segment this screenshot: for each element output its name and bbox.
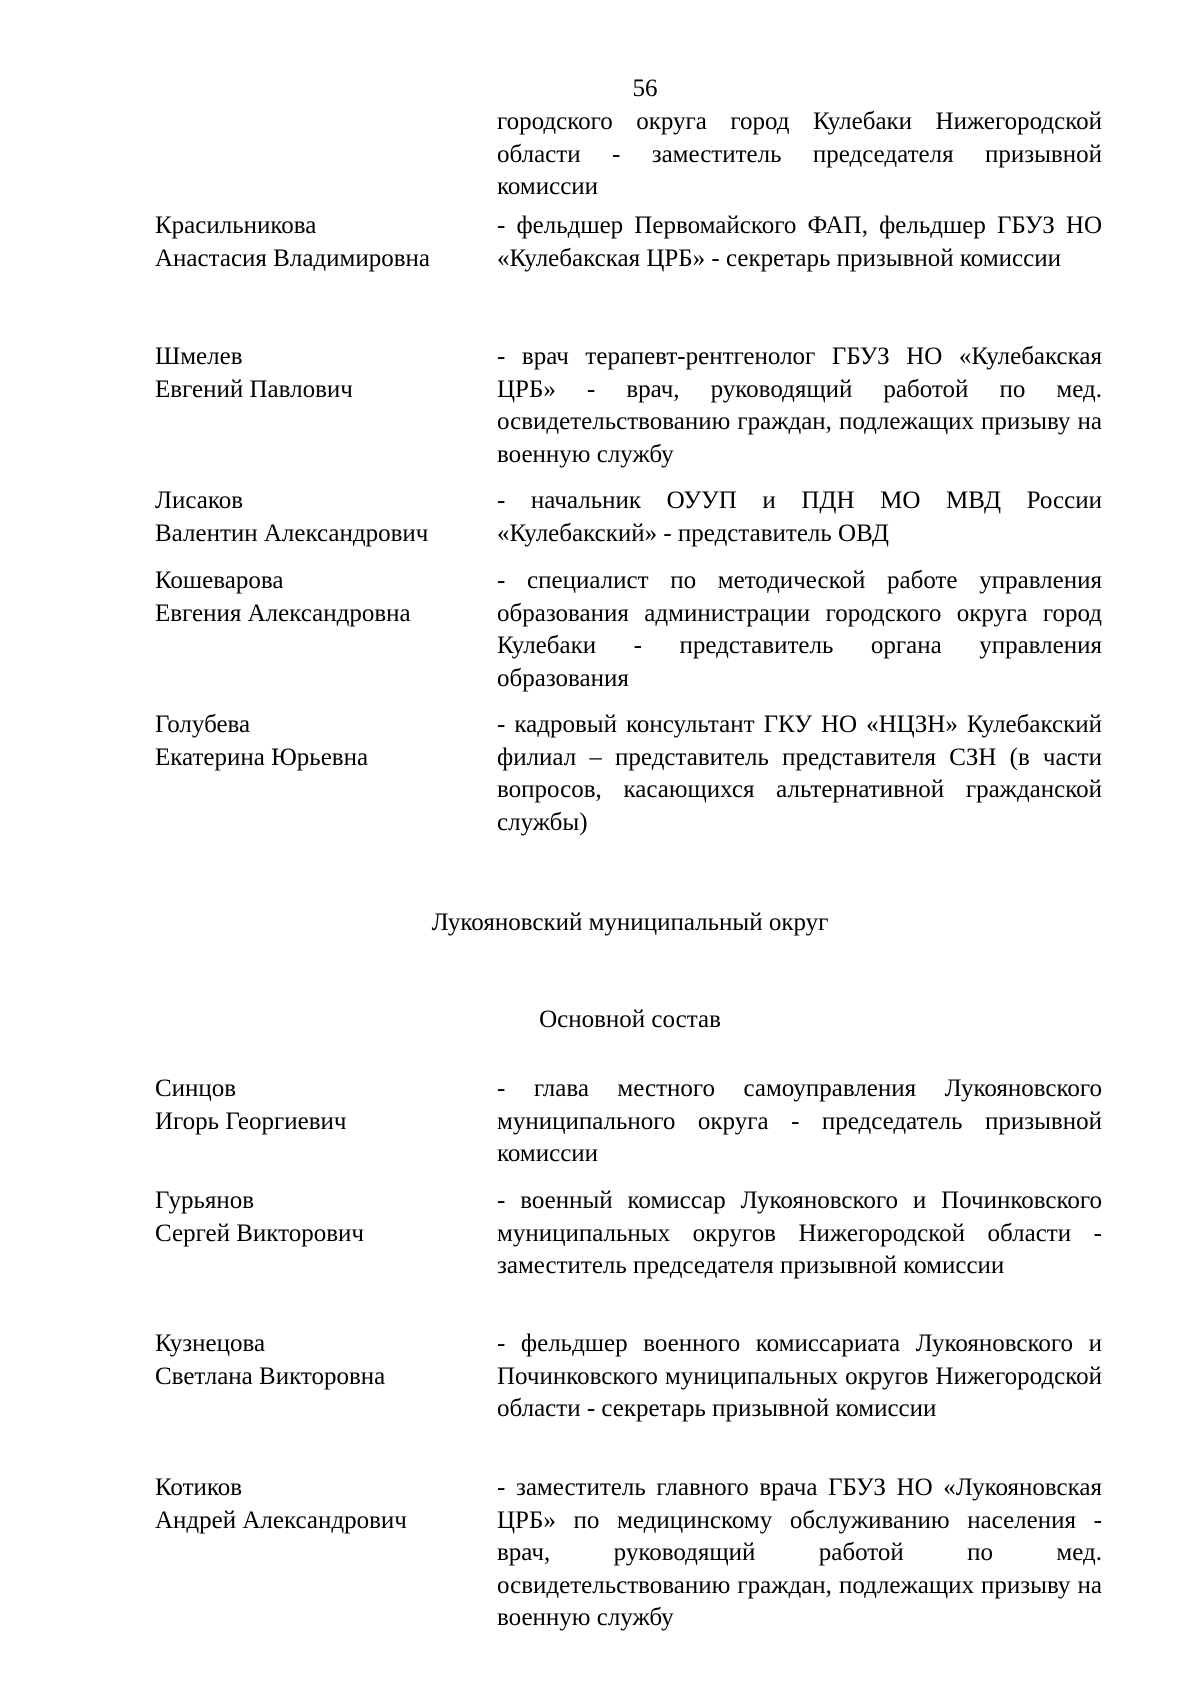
member-given-names: Игорь Георгиевич	[155, 1107, 347, 1135]
member-role: - военный комиссар Лукояновского и Починковского муниципальных округов Нижегородской области - заместитель председателя призывной комиссии	[497, 1187, 1102, 1279]
member-given-names: Валентин Александрович	[155, 519, 429, 547]
member-role: - фельдшер Первомайского ФАП, фельдшер ГБУЗ НО «Кулебакская ЦРБ» - секретарь призывной комиссии	[497, 212, 1102, 272]
member-name	[155, 485, 490, 550]
member-role: - заместитель главного врача ГБУЗ НО «Лукояновская ЦРБ» по медицинскому обслуживанию населения - врач, руководящий работой по мед. освидетельствованию граждан, подлежащих призыву на военную службу	[497, 1474, 1102, 1631]
member-given-names: Евгения Александровна	[155, 599, 411, 627]
member-name	[155, 1185, 490, 1250]
member-name	[155, 709, 490, 774]
continuation-role-text: городского округа город Кулебаки Нижегородской области - заместитель председателя призывной комиссии	[497, 108, 1102, 200]
member-name	[155, 210, 490, 275]
member-role: - глава местного самоуправления Лукояновского муниципального округа - председатель призывной комиссии	[497, 1075, 1102, 1167]
member-given-names: Анастасия Владимировна	[155, 244, 430, 272]
member-surname: Гурьянов	[155, 1187, 255, 1214]
member-name	[155, 565, 490, 630]
member-surname: Красильникова	[155, 212, 317, 239]
member-role: - кадровый консультант ГКУ НО «НЦЗН» Кулебакский филиал – представитель представителя СЗН (в части вопросов, касающихся альтернативной гражданской службы)	[497, 711, 1102, 836]
member-surname: Кузнецова	[155, 1330, 266, 1357]
member-role: - врач терапевт-рентгенолог ГБУЗ НО «Кулебакская ЦРБ» - врач, руководящий работой по мед. освидетельствованию граждан, подлежащих призыву на военную службу	[497, 343, 1102, 468]
member-surname: Синцов	[155, 1075, 237, 1102]
member-given-names: Евгений Павлович	[155, 375, 353, 403]
section-heading: Основной состав	[539, 1006, 721, 1033]
member-surname: Котиков	[155, 1474, 243, 1501]
member-name	[155, 341, 490, 406]
member-surname: Голубева	[155, 711, 251, 738]
member-surname: Кошеварова	[155, 567, 284, 594]
member-name	[155, 1073, 490, 1138]
member-given-names: Светлана Викторовна	[155, 1362, 386, 1390]
member-name	[155, 1328, 490, 1393]
member-role: - специалист по методической работе управления образования администрации городского округа город Кулебаки - представитель органа управления образования	[497, 567, 1102, 692]
district-heading: Лукояновский муниципальный округ	[431, 909, 829, 936]
member-name	[155, 1472, 490, 1537]
member-surname: Шмелев	[155, 343, 243, 370]
member-surname: Лисаков	[155, 487, 244, 514]
member-given-names: Андрей Александрович	[155, 1506, 407, 1534]
member-given-names: Сергей Викторович	[155, 1219, 364, 1247]
page-number: 56	[632, 75, 658, 102]
member-role: - начальник ОУУП и ПДН МО МВД России «Кулебакский» - представитель ОВД	[497, 487, 1102, 547]
member-role: - фельдшер военного комиссариата Лукояновского и Починковского муниципальных округов Нижегородской области - секретарь призывной комиссии	[497, 1330, 1102, 1422]
member-given-names: Екатерина Юрьевна	[155, 743, 369, 771]
